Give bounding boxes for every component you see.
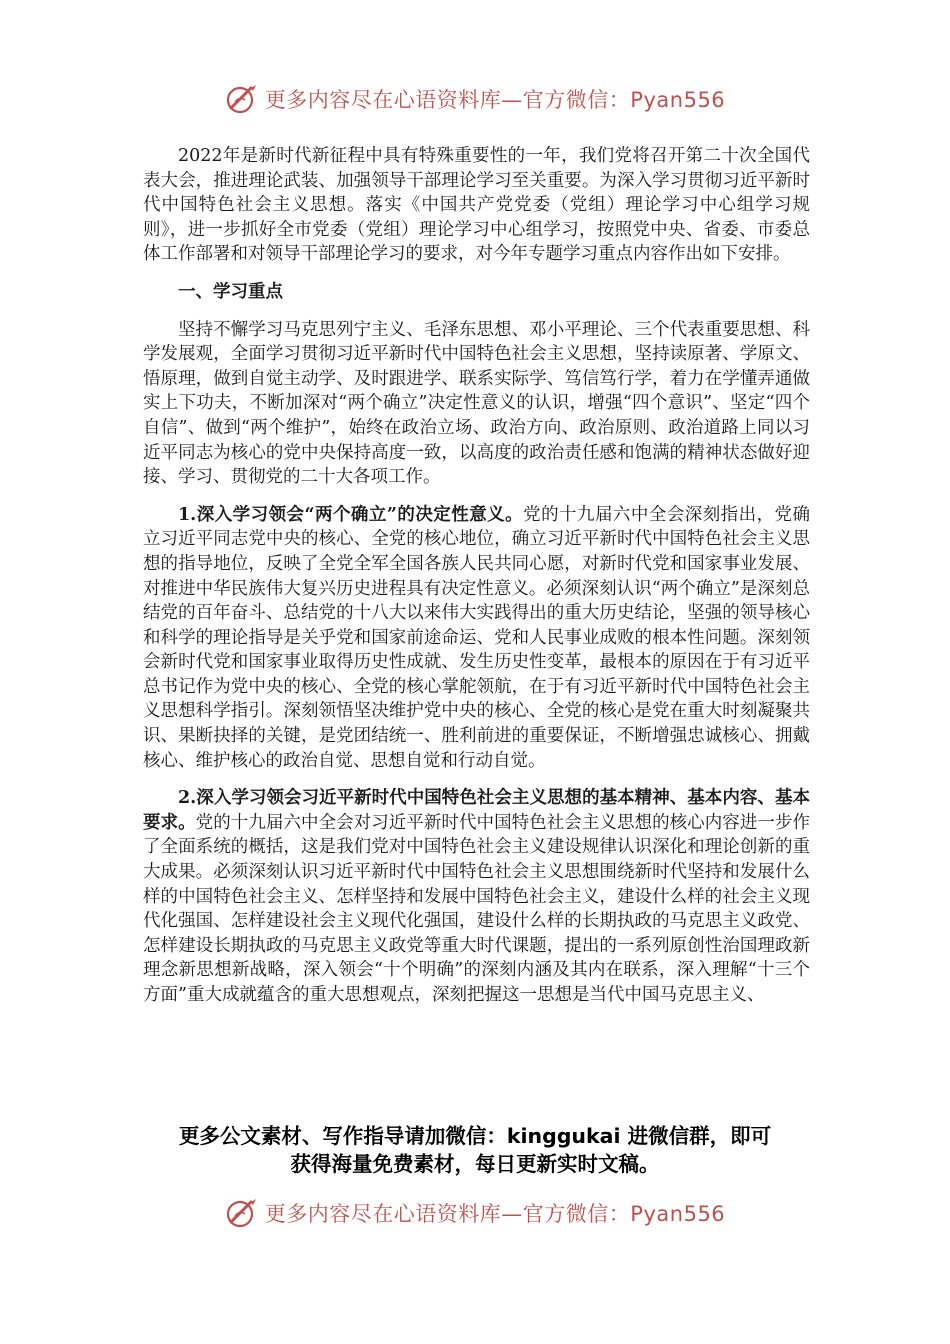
banner-text: 更多内容尽在心语资料库—官方微信：Pyan556 — [264, 1202, 726, 1226]
promo-line-2: 获得海量免费素材，每日更新实时文稿。 — [290, 1152, 660, 1176]
header-banner — [0, 82, 950, 116]
item-title: 1.深入学习领会“两个确立”的决定性意义。 — [178, 504, 524, 525]
intro-paragraph: 2022年是新时代新征程中具有特殊重要性的一年，我们党将召开第二十次全国代表大会，推进理论武装、加强领导干部理论学习至关重要。为深入学习贯彻习近平新时代中国特色社会主义思想。落实《中国共产党党委（党组）理论学习中心组学习规则》，进一步抓好全市党委（党组）理论学习中心组学习，按照党中央、省委、市委总体工作部署和对领导干部理论学习的要求，对今年专题学习重点内容作出如下安排。 — [143, 146, 810, 265]
pen-logo-icon — [225, 1196, 259, 1230]
item-paragraph — [143, 503, 810, 774]
item-title: 2.深入学习领会习近平新时代中国特色社会主义思想的基本精神、基本内容、基本要求。 — [143, 788, 810, 833]
footer-banner — [0, 1196, 950, 1230]
promo-notice — [100, 1122, 850, 1178]
section-paragraph: 坚持不懈学习马克思列宁主义、毛泽东思想、邓小平理论、三个代表重要思想、科学发展观，全面学习贯彻习近平新时代中国特色社会主义思想，坚持读原著、学原文、悟原理，做到自觉主动学、及时跟进学、联系实际学、笃信笃行学，着力在学懂弄通做实上下功夫，不断加深对“两个确立”决定性意义的认识，增强“四个意识”、坚定“四个自信”、做到“两个维护”，始终在政治立场、政治方向、政治原则、政治道路上同以习近平同志为核心的党中央保持高度一致，以高度的政治责任感和饱满的精神状态做好迎接、学习、贯彻党的二十大各项工作。 — [143, 319, 810, 488]
pen-logo-icon — [225, 82, 259, 116]
document-body — [143, 144, 810, 1021]
item-body: 党的十九届六中全会对习近平新时代中国特色社会主义思想的核心内容进一步作了全面系统的概括，这是我们党对中国特色社会主义建设规律认识深化和理论创新的重大成果。必须深刻认识习近平新时代中国特色社会主义思想围绕新时代坚持和发展什么样的中国特色社会主义、怎样坚持和发展中国特色社会主义，建设什么样的社会主义现代化强国、怎样建设社会主义现代化强国，建设什么样的长期执政的马克思主义政党、怎样建设长期执政的马克思主义政党等重大时代课题，提出的一系列原创性治国理政新理念新思想新战略，深入领会“十个明确”的深刻内涵及其内在联系，深入理解“十三个方面”重大成就蕴含的重大思想观点，深刻把握这一思想是当代中国马克思主义、 — [143, 812, 811, 1005]
promo-line-1: 更多公文素材、写作指导请加微信：kinggukai 进微信群，即可 — [178, 1124, 772, 1148]
section-heading: 一、学习重点 — [178, 281, 283, 302]
item-paragraph — [143, 786, 810, 1007]
banner-text: 更多内容尽在心语资料库—官方微信：Pyan556 — [264, 88, 726, 112]
item-body: 党的十九届六中全会深刻指出，党确立习近平同志党中央的核心、全党的核心地位，确立习近平新时代中国特色社会主义思想的指导地位，反映了全党全军全国各族人民共同心愿，对新时代党和国家事业发展、对推进中华民族伟大复兴历史进程具有决定性意义。必须深刻认识“两个确立”是深刻总结党的百年奋斗、总结党的十八大以来伟大实践得出的重大历史结论，坚强的领导核心和科学的理论指导是关乎党和国家前途命运、党和人民事业成败的根本性问题。深刻领会新时代党和国家事业取得历史性成就、发生历史性变革，最根本的原因在于有习近平总书记作为党中央的核心、全党的核心掌舵领航，在于有习近平新时代中国特色社会主义思想科学指引。深刻领悟坚决维护党中央的核心、全党的核心是党在重大时刻凝聚共识、果断抉择的关键，是党团结统一、胜利前进的重要保证，不断增强忠诚核心、拥戴核心、维护核心的政治自觉、思想自觉和行动自觉。 — [143, 504, 811, 771]
